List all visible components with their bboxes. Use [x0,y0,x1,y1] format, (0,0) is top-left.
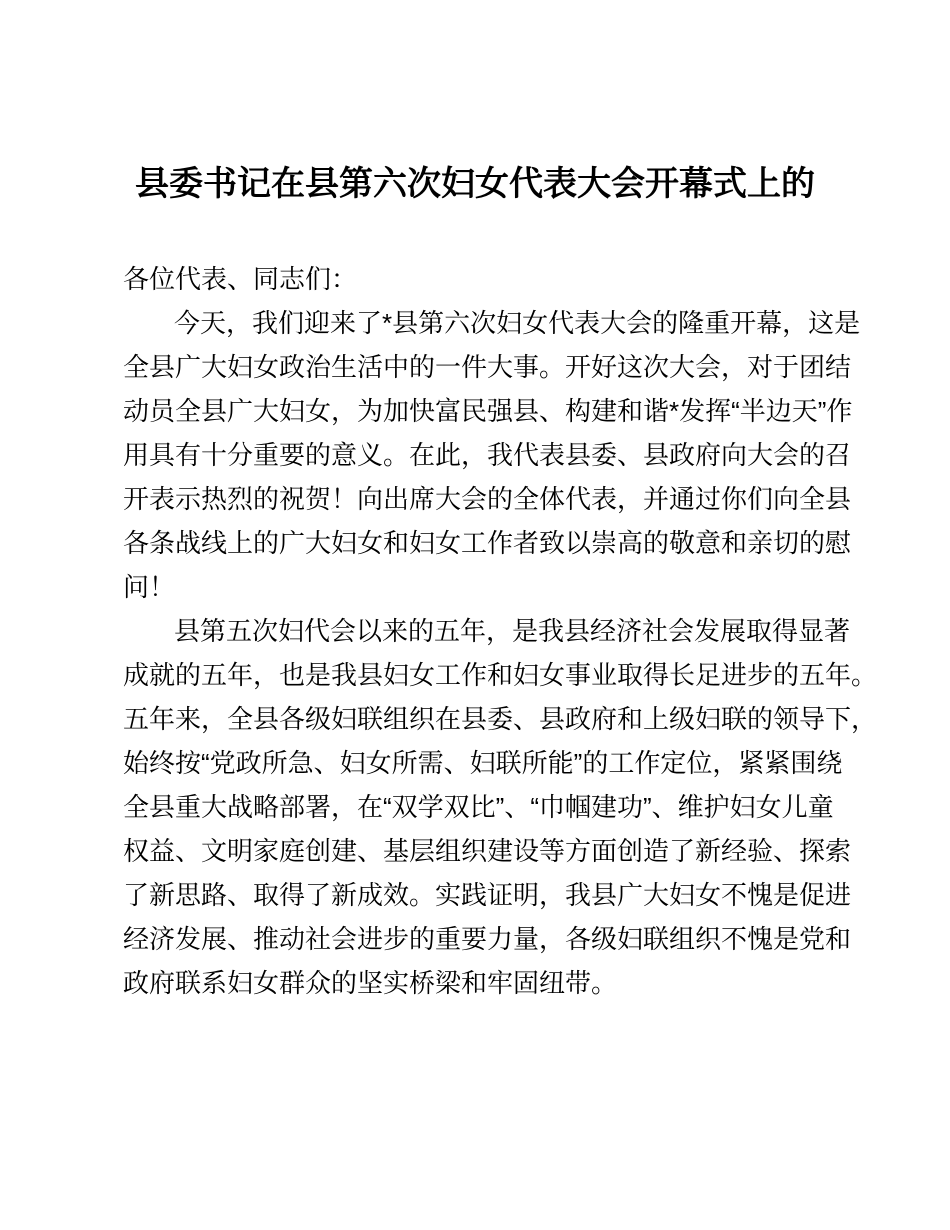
paragraph-1-line-7: 问！ [123,572,176,602]
paragraph-2-line-1: 县第五次妇代会以来的五年，是我县经济社会发展取得显著 [174,616,851,646]
paragraph-1-line-6: 各条战线上的广大妇女和妇女工作者致以崇高的敬意和亲切的慰 [123,528,852,558]
salutation-line: 各位代表、同志们： [123,264,358,294]
paragraph-1-line-5: 开表示热烈的祝贺！向出席大会的全体代表，并通过你们向全县 [123,484,852,514]
paragraph-2-line-7: 了新思路、取得了新成效。实践证明，我县广大妇女不愧是促进 [123,880,852,910]
paragraph-2-line-5: 全县重大战略部署，在“双学双比”、“巾帼建功”、维护妇女儿童 [123,792,834,822]
document-body [123,257,878,1005]
document-title: 县委书记在县第六次妇女代表大会开幕式上的 [135,165,815,203]
paragraph-2-line-3: 五年来，全县各级妇联组织在县委、县政府和上级妇联的领导下， [123,704,878,734]
paragraph-2-line-2: 成就的五年，也是我县妇女工作和妇女事业取得长足进步的五年。 [123,660,878,690]
paragraph-1-line-4: 用具有十分重要的意义。在此，我代表县委、县政府向大会的召 [123,440,852,470]
paragraph-2-line-9: 政府联系妇女群众的坚实桥梁和牢固纽带。 [123,968,618,998]
paragraph-2-line-6: 权益、文明家庭创建、基层组织建设等方面创造了新经验、探索 [123,836,852,866]
paragraph-1-line-3: 动员全县广大妇女，为加快富民强县、构建和谐*发挥“半边天”作 [123,396,853,426]
paragraph-2-line-4: 始终按“党政所急、妇女所需、妇联所能”的工作定位，紧紧围绕 [123,748,843,778]
paragraph-1-line-1: 今天，我们迎来了*县第六次妇女代表大会的隆重开幕，这是 [174,308,861,338]
paragraph-2-line-8: 经济发展、推动社会进步的重要力量，各级妇联组织不愧是党和 [123,924,852,954]
paragraph-1-line-2: 全县广大妇女政治生活中的一件大事。开好这次大会，对于团结 [123,352,852,382]
